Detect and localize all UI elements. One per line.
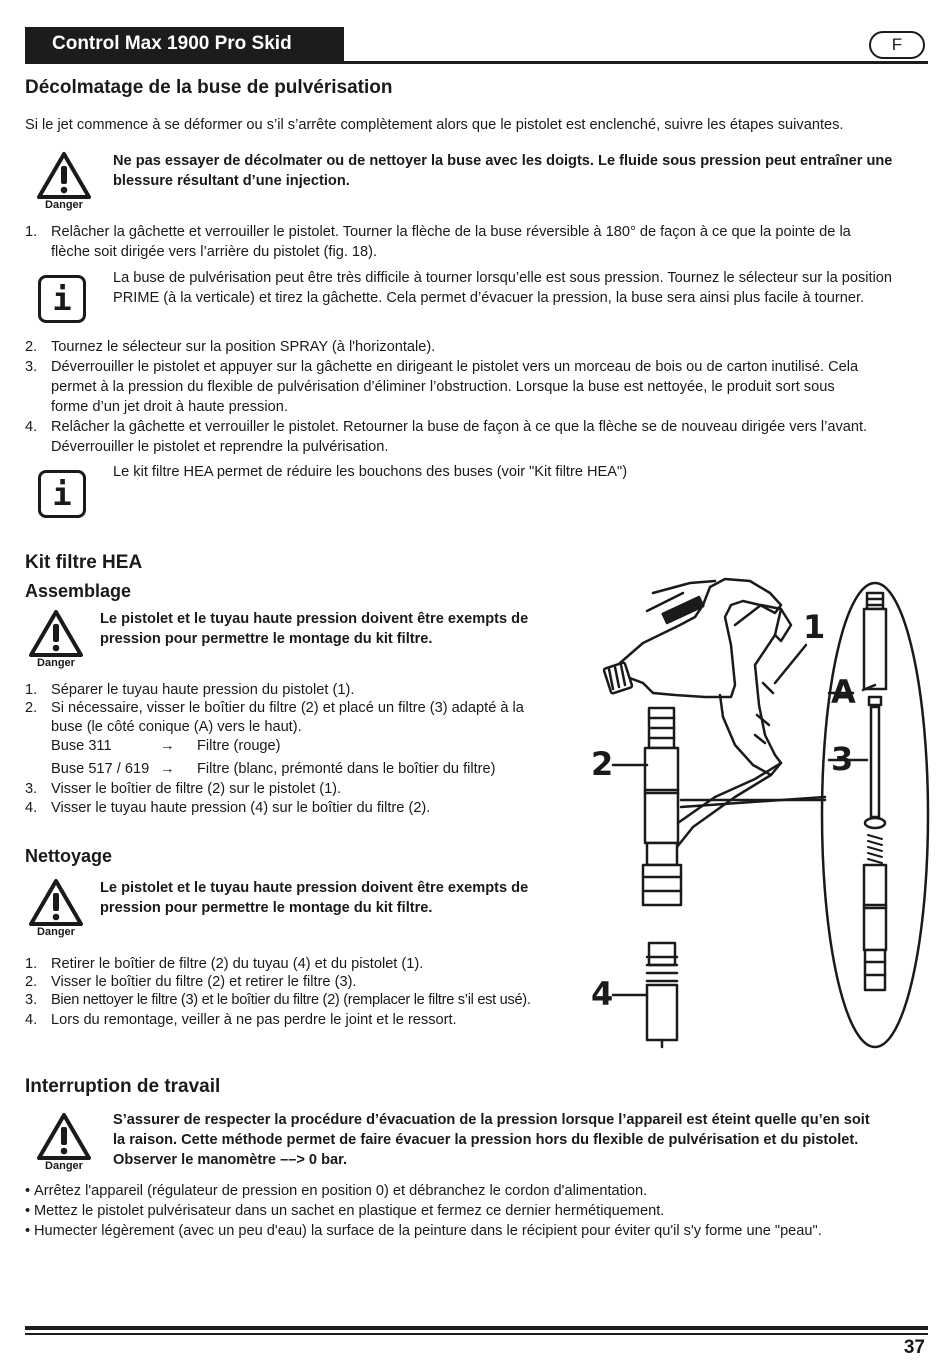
filter-name: Filtre (blanc, prémonté dans le boîtier du filtre) bbox=[197, 761, 496, 777]
step-number: 1. bbox=[25, 956, 38, 972]
step-text-line: Si nécessaire, visser le boîtier du filtre (2) et placé un filtre (3) adapté à la bbox=[51, 700, 524, 716]
language-badge: F bbox=[869, 31, 925, 59]
step-text-line: buse (le côté conique (A) vers le haut). bbox=[51, 719, 302, 735]
filter-cartridge bbox=[871, 707, 879, 817]
step-text-line: Séparer le tuyau haute pression du pistolet (1). bbox=[51, 682, 355, 698]
note-text: Le kit filtre HEA permet de réduire les bouchons des buses (voir "Kit filtre HEA") bbox=[113, 464, 628, 480]
bullet-item: Humecter légèrement (avec un peu d'eau) la surface de la peinture dans le récipient pour éviter qu'il s'y forme une "peau". bbox=[34, 1223, 822, 1239]
step-text: Lors du remontage, veiller à ne pas perdre le joint et le ressort. bbox=[51, 1012, 457, 1028]
arrow-icon: → bbox=[160, 738, 175, 754]
section-title-work-interruption: Interruption de travail bbox=[25, 1076, 221, 1097]
warning-text-line: la raison. Cette méthode permet de faire évacuer la pression hors du flexible de pulvérisation et du pistolet. bbox=[113, 1132, 859, 1148]
warning-text-line: Le pistolet et le tuyau haute pression doivent être exempts de bbox=[100, 880, 529, 896]
document-title: Control Max 1900 Pro Skid bbox=[52, 33, 292, 54]
step-number: 3. bbox=[25, 781, 38, 797]
step-text-line: flèche soit dirigée vers l’arrière du pistolet (fig. 18). bbox=[51, 244, 378, 260]
info-icon: i bbox=[38, 275, 86, 323]
step-text-line: forme d’un jet droit à haute pression. bbox=[51, 399, 288, 415]
callout-2: 2 bbox=[591, 745, 614, 783]
step-text: Visser le tuyau haute pression (4) sur le boîtier du filtre (2). bbox=[51, 800, 431, 816]
danger-label: Danger bbox=[45, 199, 83, 211]
step-text-line: Déverrouiller le pistolet et reprendre la pulvérisation. bbox=[51, 439, 389, 455]
step-text-line: Déverrouiller le pistolet et appuyer sur la gâchette en dirigeant le pistolet vers un morceau de bois ou de carton inutilisé. Cela bbox=[51, 359, 859, 375]
note-text-line: La buse de pulvérisation peut être très difficile à tourner lorsqu’elle est sous pression. Tournez le sélecteur sur la position bbox=[113, 270, 893, 286]
danger-label: Danger bbox=[37, 926, 75, 938]
step-number: 4. bbox=[25, 419, 38, 435]
warning-text-line: blessure résultant d’une injection. bbox=[113, 173, 350, 189]
step-number: 3. bbox=[25, 359, 38, 375]
step-number: 2. bbox=[25, 700, 38, 716]
bullet-glyph: • bbox=[25, 1183, 31, 1199]
danger-warning-icon bbox=[28, 878, 84, 942]
callout-3: 3 bbox=[831, 740, 854, 778]
danger-warning-icon bbox=[28, 609, 84, 673]
high-pressure-hose bbox=[649, 943, 675, 965]
warning-text-line: Le pistolet et le tuyau haute pression doivent être exempts de bbox=[100, 611, 529, 627]
footer-rule-thin bbox=[25, 1333, 928, 1335]
callout-1: 1 bbox=[803, 608, 826, 646]
arrow-icon: → bbox=[160, 761, 175, 777]
section-title-unclogging: Décolmatage de la buse de pulvérisation bbox=[25, 77, 393, 98]
page-number: 37 bbox=[903, 1337, 925, 1358]
danger-warning-icon bbox=[36, 151, 92, 215]
intro-text: Si le jet commence à se déformer ou s’il s’arrête complètement alors que le pistolet est enclenché, suivre les étapes suivantes. bbox=[25, 117, 844, 133]
bullet-glyph: • bbox=[25, 1223, 31, 1239]
bullet-item: Mettez le pistolet pulvérisateur dans un sachet en plastique et fermez ce dernier hermétiquement. bbox=[34, 1203, 665, 1219]
danger-label: Danger bbox=[45, 1160, 83, 1172]
step-text: Visser le boîtier du filtre (2) et retirer le filtre (3). bbox=[51, 974, 357, 990]
filter-kit-diagram bbox=[585, 565, 930, 1050]
info-icon: i bbox=[38, 470, 86, 518]
warning-text-line: pression pour permettre le montage du kit filtre. bbox=[100, 900, 433, 916]
step-text: Bien nettoyer le filtre (3) et le boîtier du filtre (2) (remplacer le filtre s’il est usé). bbox=[51, 992, 531, 1008]
step-number: 2. bbox=[25, 339, 38, 355]
footer-rule bbox=[25, 1326, 928, 1330]
subsection-title-cleaning: Nettoyage bbox=[25, 846, 113, 866]
bullet-item: Arrêtez l'appareil (régulateur de pression en position 0) et débranchez le cordon d'alimentation. bbox=[34, 1183, 648, 1199]
step-number: 3. bbox=[25, 992, 38, 1008]
note-text-line: PRIME (à la verticale) et tirez la gâchette. Cela permet d’évacuer la pression, la buse sera ainsi plus facile à tourner. bbox=[113, 290, 865, 306]
step-number: 4. bbox=[25, 1012, 38, 1028]
callout-A: A bbox=[831, 673, 856, 711]
step-text-line: Relâcher la gâchette et verrouiller le pistolet. Retourner la buse de façon à ce que la flèche se de nouveau dirigée vers l’avant. bbox=[51, 419, 868, 435]
step-text-line: Relâcher la gâchette et verrouiller le pistolet. Tourner la flèche de la buse réversible à 180° de façon à ce que la pointe de la bbox=[51, 224, 851, 240]
danger-label: Danger bbox=[37, 657, 75, 669]
callout-4: 4 bbox=[591, 975, 614, 1013]
warning-text-line: S’assurer de respecter la procédure d’évacuation de la pression lorsque l’appareil est éteint quelle qu’en soit bbox=[113, 1112, 870, 1128]
warning-text-line: pression pour permettre le montage du kit filtre. bbox=[100, 631, 433, 647]
step-text: Visser le boîtier de filtre (2) sur le pistolet (1). bbox=[51, 781, 342, 797]
nozzle-name: Buse 311 bbox=[51, 738, 112, 754]
warning-text-line: Observer le manomètre ––> 0 bar. bbox=[113, 1152, 348, 1168]
nozzle-name: Buse 517 / 619 bbox=[51, 761, 150, 777]
header-rule bbox=[25, 61, 928, 64]
step-number: 2. bbox=[25, 974, 38, 990]
filter-name: Filtre (rouge) bbox=[197, 738, 281, 754]
subsection-title-assembly: Assemblage bbox=[25, 581, 132, 601]
step-text-line: Tournez le sélecteur sur la position SPRAY (à l'horizontale). bbox=[51, 339, 436, 355]
bullet-glyph: • bbox=[25, 1203, 31, 1219]
danger-warning-icon bbox=[36, 1112, 92, 1176]
step-number: 1. bbox=[25, 224, 38, 240]
step-number: 4. bbox=[25, 800, 38, 816]
section-title-filter-kit: Kit filtre HEA bbox=[25, 552, 143, 573]
step-text: Retirer le boîtier de filtre (2) du tuyau (4) et du pistolet (1). bbox=[51, 956, 424, 972]
step-text-line: permet à la pression du flexible de pulvérisation d’éliminer l’obstruction. Lorsque la buse est nettoyée, le produit sort sous bbox=[51, 379, 835, 395]
step-number: 1. bbox=[25, 682, 38, 698]
warning-text-line: Ne pas essayer de décolmater ou de nettoyer la buse avec les doigts. Le fluide sous pression peut entraîner une bbox=[113, 153, 893, 169]
